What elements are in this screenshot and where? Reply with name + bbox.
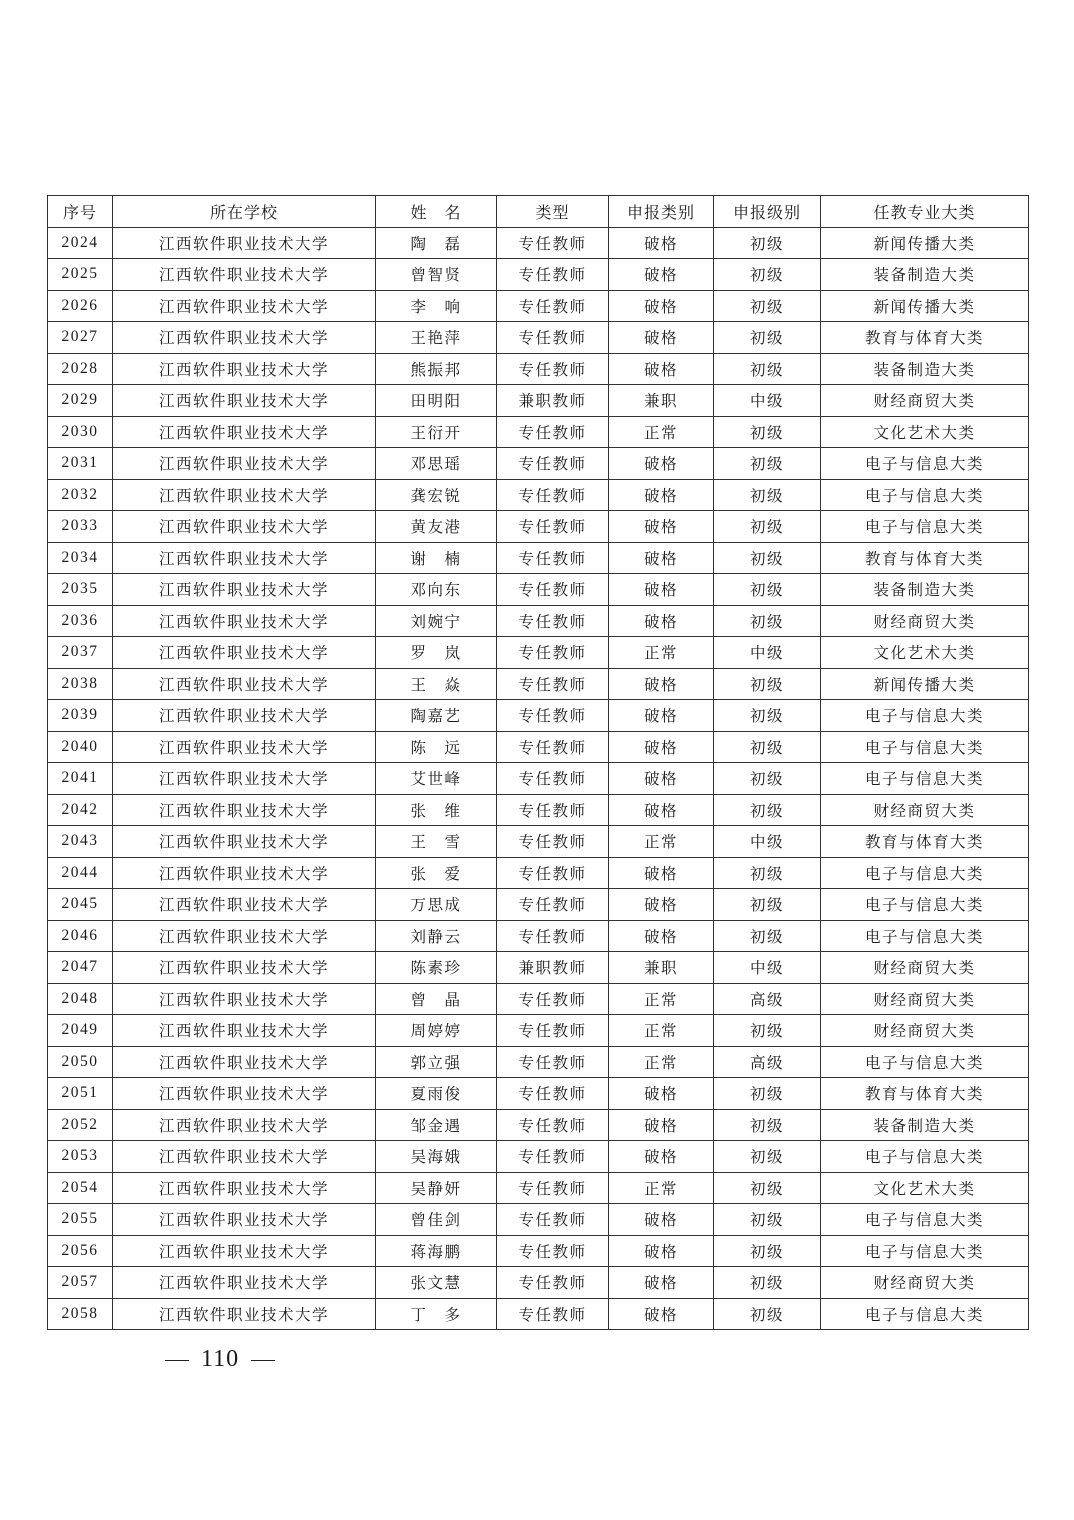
- name-cell: 熊振邦: [376, 353, 497, 385]
- serial-number-cell: 2031: [48, 448, 113, 480]
- teaching-major-cell: 电子与信息大类: [821, 857, 1029, 889]
- serial-number-cell: 2025: [48, 259, 113, 291]
- application-category-cell: 破格: [609, 700, 714, 732]
- school-cell: 江西软件职业技术大学: [113, 416, 376, 448]
- application-category-cell: 破格: [609, 794, 714, 826]
- teaching-major-cell: 电子与信息大类: [821, 763, 1029, 795]
- application-level-cell: 初级: [714, 857, 821, 889]
- application-category-cell: 破格: [609, 1109, 714, 1141]
- application-level-cell: 初级: [714, 511, 821, 543]
- header-type: 类型: [497, 196, 609, 228]
- application-category-cell: 破格: [609, 227, 714, 259]
- table-row: [48, 574, 1029, 606]
- serial-number-cell: 2058: [48, 1298, 113, 1330]
- type-cell: 专任教师: [497, 1078, 609, 1110]
- application-level-cell: 中级: [714, 826, 821, 858]
- teaching-major-cell: 电子与信息大类: [821, 1298, 1029, 1330]
- name-cell: 夏雨俊: [376, 1078, 497, 1110]
- roster-table: [47, 195, 1029, 1330]
- teaching-major-cell: 电子与信息大类: [821, 889, 1029, 921]
- name-cell: 王 焱: [376, 668, 497, 700]
- application-level-cell: 初级: [714, 1015, 821, 1047]
- application-level-cell: 初级: [714, 448, 821, 480]
- serial-number-cell: 2033: [48, 511, 113, 543]
- name-cell: 吴海娥: [376, 1141, 497, 1173]
- application-category-cell: 破格: [609, 353, 714, 385]
- type-cell: 专任教师: [497, 1015, 609, 1047]
- application-category-cell: 破格: [609, 1267, 714, 1299]
- teaching-major-cell: 财经商贸大类: [821, 794, 1029, 826]
- application-level-cell: 初级: [714, 605, 821, 637]
- table-body: [48, 227, 1029, 1330]
- type-cell: 专任教师: [497, 479, 609, 511]
- table-row: [48, 1015, 1029, 1047]
- serial-number-cell: 2040: [48, 731, 113, 763]
- type-cell: 专任教师: [497, 511, 609, 543]
- serial-number-cell: 2045: [48, 889, 113, 921]
- application-level-cell: 初级: [714, 763, 821, 795]
- type-cell: 专任教师: [497, 700, 609, 732]
- type-cell: 专任教师: [497, 920, 609, 952]
- school-cell: 江西软件职业技术大学: [113, 1204, 376, 1236]
- type-cell: 专任教师: [497, 731, 609, 763]
- serial-number-cell: 2035: [48, 574, 113, 606]
- application-level-cell: 初级: [714, 1298, 821, 1330]
- header-school: 所在学校: [113, 196, 376, 228]
- school-cell: 江西软件职业技术大学: [113, 322, 376, 354]
- type-cell: 专任教师: [497, 983, 609, 1015]
- table-row: [48, 920, 1029, 952]
- teaching-major-cell: 电子与信息大类: [821, 1235, 1029, 1267]
- header-application-level: 申报级别: [714, 196, 821, 228]
- type-cell: 专任教师: [497, 857, 609, 889]
- name-cell: 王衍开: [376, 416, 497, 448]
- teaching-major-cell: 装备制造大类: [821, 259, 1029, 291]
- school-cell: 江西软件职业技术大学: [113, 889, 376, 921]
- table-row: [48, 1267, 1029, 1299]
- application-level-cell: 初级: [714, 889, 821, 921]
- serial-number-cell: 2055: [48, 1204, 113, 1236]
- type-cell: 专任教师: [497, 1298, 609, 1330]
- application-category-cell: 破格: [609, 889, 714, 921]
- serial-number-cell: 2028: [48, 353, 113, 385]
- application-category-cell: 正常: [609, 416, 714, 448]
- page-footer: [153, 1346, 287, 1373]
- application-level-cell: 中级: [714, 952, 821, 984]
- name-cell: 艾世峰: [376, 763, 497, 795]
- type-cell: 专任教师: [497, 668, 609, 700]
- name-cell: 曾智贤: [376, 259, 497, 291]
- table-row: [48, 322, 1029, 354]
- teaching-major-cell: 新闻传播大类: [821, 227, 1029, 259]
- teaching-major-cell: 电子与信息大类: [821, 1204, 1029, 1236]
- application-level-cell: 初级: [714, 1172, 821, 1204]
- table-row: [48, 1078, 1029, 1110]
- teaching-major-cell: 装备制造大类: [821, 574, 1029, 606]
- name-cell: 田明阳: [376, 385, 497, 417]
- table-row: [48, 290, 1029, 322]
- name-cell: 万思成: [376, 889, 497, 921]
- application-category-cell: 正常: [609, 826, 714, 858]
- application-category-cell: 正常: [609, 637, 714, 669]
- application-level-cell: 初级: [714, 227, 821, 259]
- application-level-cell: 初级: [714, 416, 821, 448]
- teaching-major-cell: 文化艺术大类: [821, 637, 1029, 669]
- school-cell: 江西软件职业技术大学: [113, 448, 376, 480]
- application-category-cell: 正常: [609, 1046, 714, 1078]
- serial-number-cell: 2036: [48, 605, 113, 637]
- serial-number-cell: 2053: [48, 1141, 113, 1173]
- application-category-cell: 破格: [609, 511, 714, 543]
- table-row: [48, 605, 1029, 637]
- application-level-cell: 中级: [714, 637, 821, 669]
- teaching-major-cell: 电子与信息大类: [821, 700, 1029, 732]
- application-category-cell: 破格: [609, 1078, 714, 1110]
- application-level-cell: 初级: [714, 1141, 821, 1173]
- application-category-cell: 破格: [609, 448, 714, 480]
- type-cell: 专任教师: [497, 353, 609, 385]
- teaching-major-cell: 财经商贸大类: [821, 983, 1029, 1015]
- application-category-cell: 正常: [609, 1172, 714, 1204]
- school-cell: 江西软件职业技术大学: [113, 731, 376, 763]
- name-cell: 谢 楠: [376, 542, 497, 574]
- type-cell: 专任教师: [497, 448, 609, 480]
- name-cell: 张 维: [376, 794, 497, 826]
- teaching-major-cell: 财经商贸大类: [821, 1015, 1029, 1047]
- type-cell: 专任教师: [497, 227, 609, 259]
- table-row: [48, 700, 1029, 732]
- teaching-major-cell: 财经商贸大类: [821, 385, 1029, 417]
- application-category-cell: 破格: [609, 290, 714, 322]
- name-cell: 邹金遇: [376, 1109, 497, 1141]
- serial-number-cell: 2046: [48, 920, 113, 952]
- header-name: 姓 名: [376, 196, 497, 228]
- name-cell: 邓向东: [376, 574, 497, 606]
- application-level-cell: 初级: [714, 479, 821, 511]
- type-cell: 专任教师: [497, 1235, 609, 1267]
- type-cell: 专任教师: [497, 826, 609, 858]
- application-category-cell: 破格: [609, 1141, 714, 1173]
- table-row: [48, 479, 1029, 511]
- application-category-cell: 破格: [609, 1235, 714, 1267]
- type-cell: 专任教师: [497, 1046, 609, 1078]
- table-row: [48, 416, 1029, 448]
- school-cell: 江西软件职业技术大学: [113, 952, 376, 984]
- serial-number-cell: 2038: [48, 668, 113, 700]
- school-cell: 江西软件职业技术大学: [113, 353, 376, 385]
- type-cell: 专任教师: [497, 794, 609, 826]
- serial-number-cell: 2029: [48, 385, 113, 417]
- footer-dash-left: [165, 1360, 189, 1361]
- application-category-cell: 破格: [609, 763, 714, 795]
- application-level-cell: 中级: [714, 385, 821, 417]
- application-level-cell: 初级: [714, 542, 821, 574]
- table-row: [48, 1298, 1029, 1330]
- serial-number-cell: 2041: [48, 763, 113, 795]
- school-cell: 江西软件职业技术大学: [113, 1172, 376, 1204]
- header-row: [48, 196, 1029, 228]
- type-cell: 专任教师: [497, 889, 609, 921]
- name-cell: 刘静云: [376, 920, 497, 952]
- serial-number-cell: 2032: [48, 479, 113, 511]
- application-level-cell: 初级: [714, 574, 821, 606]
- type-cell: 兼职教师: [497, 952, 609, 984]
- application-category-cell: 破格: [609, 605, 714, 637]
- school-cell: 江西软件职业技术大学: [113, 1109, 376, 1141]
- type-cell: 专任教师: [497, 322, 609, 354]
- application-category-cell: 破格: [609, 479, 714, 511]
- table-row: [48, 259, 1029, 291]
- name-cell: 李 响: [376, 290, 497, 322]
- name-cell: 曾佳剑: [376, 1204, 497, 1236]
- table-row: [48, 983, 1029, 1015]
- name-cell: 吴静妍: [376, 1172, 497, 1204]
- name-cell: 龚宏锐: [376, 479, 497, 511]
- teaching-major-cell: 财经商贸大类: [821, 605, 1029, 637]
- name-cell: 王 雪: [376, 826, 497, 858]
- school-cell: 江西软件职业技术大学: [113, 227, 376, 259]
- type-cell: 专任教师: [497, 763, 609, 795]
- type-cell: 兼职教师: [497, 385, 609, 417]
- application-category-cell: 破格: [609, 542, 714, 574]
- teaching-major-cell: 新闻传播大类: [821, 668, 1029, 700]
- school-cell: 江西软件职业技术大学: [113, 1015, 376, 1047]
- table-row: [48, 637, 1029, 669]
- table-row: [48, 1235, 1029, 1267]
- name-cell: 邓思瑶: [376, 448, 497, 480]
- school-cell: 江西软件职业技术大学: [113, 920, 376, 952]
- application-level-cell: 初级: [714, 290, 821, 322]
- table-row: [48, 542, 1029, 574]
- name-cell: 黄友港: [376, 511, 497, 543]
- school-cell: 江西软件职业技术大学: [113, 857, 376, 889]
- header-teaching-major: 任教专业大类: [821, 196, 1029, 228]
- serial-number-cell: 2057: [48, 1267, 113, 1299]
- school-cell: 江西软件职业技术大学: [113, 700, 376, 732]
- type-cell: 专任教师: [497, 605, 609, 637]
- serial-number-cell: 2047: [48, 952, 113, 984]
- name-cell: 张 爱: [376, 857, 497, 889]
- school-cell: 江西软件职业技术大学: [113, 763, 376, 795]
- name-cell: 罗 岚: [376, 637, 497, 669]
- application-level-cell: 初级: [714, 1109, 821, 1141]
- school-cell: 江西软件职业技术大学: [113, 1078, 376, 1110]
- serial-number-cell: 2042: [48, 794, 113, 826]
- school-cell: 江西软件职业技术大学: [113, 259, 376, 291]
- type-cell: 专任教师: [497, 574, 609, 606]
- teaching-major-cell: 财经商贸大类: [821, 952, 1029, 984]
- application-category-cell: 破格: [609, 920, 714, 952]
- school-cell: 江西软件职业技术大学: [113, 637, 376, 669]
- application-category-cell: 兼职: [609, 385, 714, 417]
- name-cell: 陶嘉艺: [376, 700, 497, 732]
- table-row: [48, 1204, 1029, 1236]
- serial-number-cell: 2027: [48, 322, 113, 354]
- name-cell: 陶 磊: [376, 227, 497, 259]
- application-level-cell: 初级: [714, 1078, 821, 1110]
- application-category-cell: 破格: [609, 259, 714, 291]
- teaching-major-cell: 文化艺术大类: [821, 1172, 1029, 1204]
- application-category-cell: 破格: [609, 574, 714, 606]
- serial-number-cell: 2037: [48, 637, 113, 669]
- serial-number-cell: 2049: [48, 1015, 113, 1047]
- serial-number-cell: 2052: [48, 1109, 113, 1141]
- type-cell: 专任教师: [497, 416, 609, 448]
- table-row: [48, 353, 1029, 385]
- application-level-cell: 初级: [714, 700, 821, 732]
- table-header: [48, 196, 1029, 228]
- table-row: [48, 511, 1029, 543]
- school-cell: 江西软件职业技术大学: [113, 290, 376, 322]
- application-level-cell: 初级: [714, 353, 821, 385]
- table-row: [48, 857, 1029, 889]
- table-row: [48, 1141, 1029, 1173]
- type-cell: 专任教师: [497, 637, 609, 669]
- application-level-cell: 初级: [714, 920, 821, 952]
- teaching-major-cell: 装备制造大类: [821, 1109, 1029, 1141]
- type-cell: 专任教师: [497, 290, 609, 322]
- teaching-major-cell: 文化艺术大类: [821, 416, 1029, 448]
- name-cell: 周婷婷: [376, 1015, 497, 1047]
- application-category-cell: 正常: [609, 983, 714, 1015]
- name-cell: 张文慧: [376, 1267, 497, 1299]
- name-cell: 王艳萍: [376, 322, 497, 354]
- type-cell: 专任教师: [497, 1204, 609, 1236]
- table-row: [48, 448, 1029, 480]
- teaching-major-cell: 教育与体育大类: [821, 542, 1029, 574]
- serial-number-cell: 2050: [48, 1046, 113, 1078]
- application-category-cell: 破格: [609, 857, 714, 889]
- teaching-major-cell: 电子与信息大类: [821, 731, 1029, 763]
- serial-number-cell: 2024: [48, 227, 113, 259]
- application-category-cell: 破格: [609, 322, 714, 354]
- teaching-major-cell: 教育与体育大类: [821, 322, 1029, 354]
- name-cell: 陈素珍: [376, 952, 497, 984]
- application-level-cell: 初级: [714, 259, 821, 291]
- name-cell: 丁 多: [376, 1298, 497, 1330]
- school-cell: 江西软件职业技术大学: [113, 983, 376, 1015]
- application-level-cell: 初级: [714, 668, 821, 700]
- footer-dash-right: [251, 1360, 275, 1361]
- teaching-major-cell: 电子与信息大类: [821, 1141, 1029, 1173]
- table-row: [48, 826, 1029, 858]
- table-row: [48, 731, 1029, 763]
- serial-number-cell: 2039: [48, 700, 113, 732]
- school-cell: 江西软件职业技术大学: [113, 542, 376, 574]
- teaching-major-cell: 教育与体育大类: [821, 826, 1029, 858]
- type-cell: 专任教师: [497, 1141, 609, 1173]
- application-level-cell: 初级: [714, 1235, 821, 1267]
- teaching-major-cell: 电子与信息大类: [821, 920, 1029, 952]
- school-cell: 江西软件职业技术大学: [113, 1235, 376, 1267]
- teaching-major-cell: 财经商贸大类: [821, 1267, 1029, 1299]
- name-cell: 曾 晶: [376, 983, 497, 1015]
- header-application-category: 申报类别: [609, 196, 714, 228]
- application-level-cell: 初级: [714, 1204, 821, 1236]
- application-category-cell: 破格: [609, 1298, 714, 1330]
- serial-number-cell: 2051: [48, 1078, 113, 1110]
- serial-number-cell: 2043: [48, 826, 113, 858]
- teaching-major-cell: 新闻传播大类: [821, 290, 1029, 322]
- application-category-cell: 正常: [609, 1015, 714, 1047]
- serial-number-cell: 2034: [48, 542, 113, 574]
- table-row: [48, 1109, 1029, 1141]
- type-cell: 专任教师: [497, 542, 609, 574]
- table-row: [48, 952, 1029, 984]
- page-number: 110: [201, 1346, 240, 1372]
- table-row: [48, 227, 1029, 259]
- school-cell: 江西软件职业技术大学: [113, 605, 376, 637]
- name-cell: 陈 远: [376, 731, 497, 763]
- serial-number-cell: 2054: [48, 1172, 113, 1204]
- serial-number-cell: 2048: [48, 983, 113, 1015]
- school-cell: 江西软件职业技术大学: [113, 479, 376, 511]
- name-cell: 郭立强: [376, 1046, 497, 1078]
- school-cell: 江西软件职业技术大学: [113, 511, 376, 543]
- school-cell: 江西软件职业技术大学: [113, 826, 376, 858]
- application-level-cell: 初级: [714, 794, 821, 826]
- type-cell: 专任教师: [497, 1109, 609, 1141]
- application-category-cell: 破格: [609, 1204, 714, 1236]
- school-cell: 江西软件职业技术大学: [113, 1046, 376, 1078]
- type-cell: 专任教师: [497, 1172, 609, 1204]
- table-row: [48, 385, 1029, 417]
- school-cell: 江西软件职业技术大学: [113, 668, 376, 700]
- application-category-cell: 兼职: [609, 952, 714, 984]
- school-cell: 江西软件职业技术大学: [113, 1141, 376, 1173]
- school-cell: 江西软件职业技术大学: [113, 794, 376, 826]
- application-level-cell: 初级: [714, 1267, 821, 1299]
- school-cell: 江西软件职业技术大学: [113, 385, 376, 417]
- application-category-cell: 破格: [609, 731, 714, 763]
- school-cell: 江西软件职业技术大学: [113, 1298, 376, 1330]
- school-cell: 江西软件职业技术大学: [113, 1267, 376, 1299]
- teaching-major-cell: 教育与体育大类: [821, 1078, 1029, 1110]
- teaching-major-cell: 电子与信息大类: [821, 511, 1029, 543]
- teaching-major-cell: 电子与信息大类: [821, 448, 1029, 480]
- table-row: [48, 668, 1029, 700]
- serial-number-cell: 2056: [48, 1235, 113, 1267]
- teaching-major-cell: 电子与信息大类: [821, 1046, 1029, 1078]
- table-row: [48, 1172, 1029, 1204]
- serial-number-cell: 2026: [48, 290, 113, 322]
- header-serial-number: 序号: [48, 196, 113, 228]
- application-level-cell: 初级: [714, 731, 821, 763]
- table-row: [48, 763, 1029, 795]
- serial-number-cell: 2030: [48, 416, 113, 448]
- teaching-major-cell: 电子与信息大类: [821, 479, 1029, 511]
- type-cell: 专任教师: [497, 259, 609, 291]
- name-cell: 刘婉宁: [376, 605, 497, 637]
- table-row: [48, 889, 1029, 921]
- table-row: [48, 794, 1029, 826]
- application-level-cell: 高级: [714, 1046, 821, 1078]
- application-level-cell: 初级: [714, 322, 821, 354]
- table-row: [48, 1046, 1029, 1078]
- type-cell: 专任教师: [497, 1267, 609, 1299]
- serial-number-cell: 2044: [48, 857, 113, 889]
- application-category-cell: 破格: [609, 668, 714, 700]
- application-level-cell: 高级: [714, 983, 821, 1015]
- name-cell: 蒋海鹏: [376, 1235, 497, 1267]
- school-cell: 江西软件职业技术大学: [113, 574, 376, 606]
- teaching-major-cell: 装备制造大类: [821, 353, 1029, 385]
